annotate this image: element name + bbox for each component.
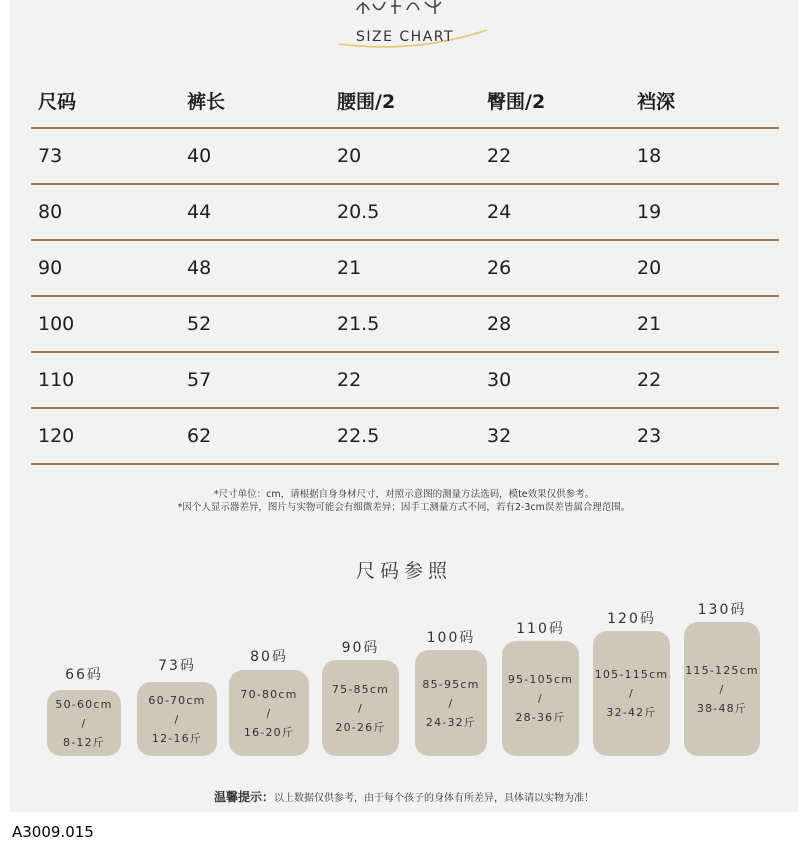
- table-row: [31, 185, 779, 241]
- separator: /: [448, 696, 454, 710]
- table-cell: 20: [637, 257, 662, 279]
- size-label: 73码: [158, 658, 196, 674]
- table-cell: 48: [187, 257, 212, 279]
- size-reference-item: [229, 646, 309, 756]
- column-header: 尺码: [38, 91, 77, 113]
- table-cell: 22: [337, 369, 362, 391]
- table-row: [31, 409, 779, 465]
- table-cell: 23: [637, 425, 662, 447]
- table-cell: 62: [187, 425, 212, 447]
- size-pill: [593, 631, 670, 756]
- table-cell: 26: [487, 257, 512, 279]
- table-cell: 32: [487, 425, 512, 447]
- weight-range: 12-16斤: [151, 731, 203, 745]
- table-row: [31, 353, 779, 409]
- warm-tip-label: 温馨提示：: [213, 790, 274, 804]
- table-cell: 80: [38, 201, 63, 223]
- separator: /: [538, 692, 543, 705]
- column-header: 裆深: [637, 91, 676, 113]
- size-reference-item: [684, 599, 760, 756]
- weight-range: 38-48斤: [696, 701, 748, 715]
- table-cell: 57: [187, 369, 212, 391]
- warm-tip: [0, 788, 808, 805]
- size-reference-title: 尺码参照: [355, 560, 452, 582]
- size-pill: [322, 660, 399, 756]
- table-row: [31, 129, 779, 185]
- height-range: 50-60cm: [55, 697, 113, 711]
- table-cell: 21: [337, 257, 362, 279]
- weight-range: 32-42斤: [606, 706, 657, 719]
- size-label: 80码: [250, 649, 288, 665]
- size-label: 100码: [426, 630, 476, 646]
- size-reference-item: [593, 608, 670, 756]
- table-cell: 30: [487, 369, 512, 391]
- weight-range: 20-26斤: [335, 720, 386, 734]
- separator: /: [266, 706, 272, 720]
- column-header: 腰围/2: [337, 91, 396, 113]
- size-pill: [415, 650, 487, 756]
- table-cell: 110: [38, 369, 75, 391]
- height-range: 75-85cm: [331, 682, 390, 696]
- table-cell: 24: [487, 201, 512, 223]
- table-cell: 18: [637, 145, 662, 167]
- size-label: 130码: [697, 602, 747, 618]
- height-range: 95-105cm: [507, 673, 574, 686]
- size-pill: [502, 641, 579, 756]
- separator: /: [358, 701, 363, 715]
- height-range: 70-80cm: [240, 687, 298, 701]
- table-cell: 120: [38, 425, 75, 447]
- size-chart-title: SIZE CHART: [356, 29, 455, 45]
- column-header: 裤长: [187, 91, 226, 113]
- size-reference-item: [415, 627, 487, 756]
- table-row: [31, 297, 779, 353]
- table-cell: 52: [187, 313, 212, 335]
- note-line: *因个人显示器差异，图片与实物可能会有细微差异；因手工测量方式不同，若有2-3cm误差皆属合理范围。: [177, 502, 631, 513]
- table-header-row: [31, 74, 779, 129]
- weight-range: 28-36斤: [515, 711, 566, 724]
- table-cell: 90: [38, 257, 63, 279]
- size-table: [31, 74, 779, 465]
- height-range: 115-125cm: [685, 663, 759, 677]
- size-pill: [684, 622, 760, 756]
- column-header: 臀围/2: [487, 91, 546, 113]
- table-cell: 22: [637, 369, 662, 391]
- size-label: 66码: [65, 667, 103, 683]
- size-reference-item: [47, 664, 121, 756]
- size-label: 90码: [341, 640, 380, 656]
- separator: /: [629, 687, 634, 700]
- table-cell: 21: [637, 313, 662, 335]
- size-pill: [47, 690, 121, 756]
- warm-tip-text: 以上数据仅供参考，由于每个孩子的身体有所差异，具体请以实物为准！: [274, 793, 594, 804]
- table-cell: 40: [187, 145, 212, 167]
- table-cell: 22: [487, 145, 512, 167]
- size-label: 120码: [607, 611, 656, 627]
- table-cell: 100: [38, 313, 75, 335]
- height-range: 60-70cm: [148, 693, 206, 707]
- product-code: A3009.015: [12, 823, 94, 841]
- size-reference-item: [137, 655, 217, 756]
- size-label: 110码: [516, 621, 565, 637]
- size-reference-item: [502, 618, 579, 756]
- height-range: 85-95cm: [422, 677, 480, 691]
- table-cell: 44: [187, 201, 212, 223]
- table-cell: 28: [487, 313, 512, 335]
- weight-range: 16-20斤: [243, 725, 295, 739]
- size-pill: [229, 670, 309, 756]
- weight-range: 8-12斤: [63, 735, 105, 749]
- separator: /: [719, 682, 725, 696]
- table-row: [31, 241, 779, 297]
- separator: /: [81, 716, 87, 730]
- table-cell: 22.5: [337, 425, 380, 447]
- size-pill: [137, 682, 217, 756]
- table-cell: 21.5: [337, 313, 380, 335]
- separator: /: [174, 712, 180, 726]
- size-reference-item: [322, 637, 399, 756]
- weight-range: 24-32斤: [425, 715, 477, 729]
- note-line: *尺寸单位：cm，请根据自身身材尺寸，对照示意图的测量方法选码，模te效果仅供参考。: [213, 489, 595, 500]
- brand-logo-icon: [355, 0, 455, 20]
- size-notes: [0, 488, 808, 514]
- height-range: 105-115cm: [594, 668, 669, 681]
- table-cell: 20.5: [337, 201, 380, 223]
- table-cell: 73: [38, 145, 63, 167]
- table-cell: 19: [637, 201, 662, 223]
- table-cell: 20: [337, 145, 362, 167]
